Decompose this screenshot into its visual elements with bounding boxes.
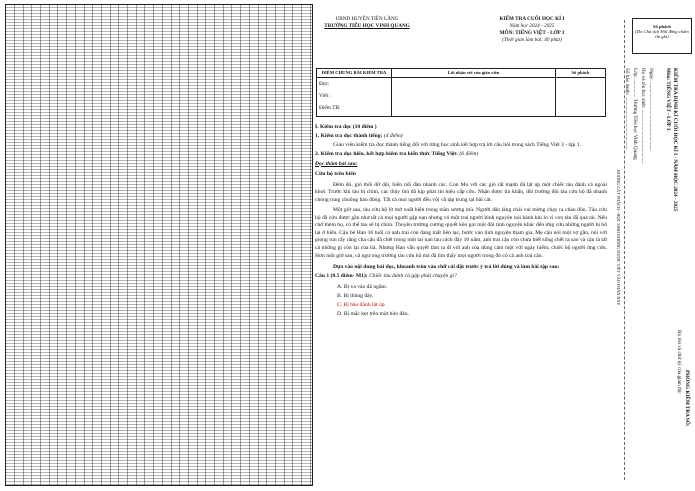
section-reading: I. Kiểm tra đọc (10 điểm ) — [315, 124, 377, 130]
side-date-field[interactable]: Ngày: ..................................................... — [648, 68, 654, 151]
answer-option-c[interactable]: C. Bị bão đánh lật úp. — [337, 302, 386, 309]
exam-header — [452, 16, 612, 44]
school-name: TRƯỜNG TIỂU HỌC VINH QUANG — [324, 23, 410, 30]
writing-score-label: Viết : — [319, 93, 331, 100]
question-1-label: Câu 1 (0.5 điểm- M1): — [315, 273, 368, 280]
side-cut-note: ĐƯỜNG CẮT PHÁCH - HỌC SINH KHÔNG ĐƯỢC VIẾT VÀO PHẦN NÀY — [616, 170, 621, 306]
side-candidate-number-field[interactable]: Số báo danh: ......................................... — [624, 68, 630, 150]
code-col-header: Số phách — [556, 69, 606, 78]
reading-score-label: Đọc: — [319, 81, 330, 88]
side-class-field[interactable]: Lớp: .............. Trường Tiểu học Vinh Quang — [632, 68, 638, 160]
exam-content — [315, 124, 607, 320]
subject: MÔN: TIẾNG VIỆT - LỚP 3 — [499, 30, 565, 37]
exam-title: KIỂM TRA CUỐI HỌC KÌ I — [499, 16, 565, 22]
code-box-title: Số phách — [652, 24, 671, 29]
answer-option-d[interactable]: D. Bị mắc kẹt trên một hòn đảo. — [337, 311, 409, 318]
question-1-text: Chiếc tàu đánh cá gặp phải chuyện gì? — [369, 273, 457, 280]
passage-title: Cứu hộ trên biển — [315, 171, 356, 178]
answer-option-a[interactable]: A. Bị va vào đá ngầm. — [337, 283, 388, 290]
part-2-points: (6 điểm) — [459, 151, 479, 158]
student-info-strip — [612, 0, 695, 491]
part-1-points: (4 điểm) — [383, 133, 403, 140]
score-col-header: ĐIỂM CHUNG BÀI KIỂM TRA — [317, 69, 392, 78]
comment-cell[interactable] — [392, 78, 556, 117]
passage-paragraph-2: Một giờ sau, tàu cứu hộ lờ mờ xuất hiện trong màn sương mù. Người dân làng chài vui mừng chạy ra chào đón. Tàu cứu hộ đã cứu được gần như tất cả mọi người gặp nạn nhưng có một trai người bình nguyện nói hành khi lo vì con tàu đã quá tải. Nếu chở thêm họ, có thể tàu sẽ bị chìm. Thuyền trưởng cương quyết kêu gọi một đội tình nguyện khác đến ứng cứu những người bị bỏ lại ở biển. Cậu bé Han 16 tuổi có anh trai còn đang mất liên lạc, bước vào tình nguyện tham gia. Mẹ cậu nói một vợ gần, nói với giọng run rẩy rằng cha cậu đã chết trong một tai nạn tàu cách đây 10 năm, anh trai cậu còn chưa biết sống chết ra sao và cậu là tất cả những gì còn lại của bà. Nhưng Han vẫn quyết tâm ra đi với anh của dũng cảm một với ngày hiểm, chiếc hộ người ứng cứu. Hơn một giờ sau, cả ngư ong trường tàu cứu hộ mà đã tìm thấy mọi người trong đó có cả anh trai cậu. — [315, 207, 607, 259]
code-cell — [556, 78, 606, 117]
side-proctor-signature: Họ tên và chữ ký của giám thị: — [676, 330, 682, 395]
answer-option-b[interactable]: B. Bị thủng đáy. — [337, 292, 374, 299]
passage-paragraph-1: Đêm đó, gió thổi dữ dội, biển nổi đàn nhanh các. Con Mo với các gió rất mạnh đã lật úp một chiếc tàu đánh cá ngoài khơi. Trước khi tàu bị chìm, các thủy thủ đã kịp phát tín hiệu cấp cứu. Nhận được tin khẩn, đội trưởng đội tàu cứu hộ đã nhanh chóng rung chuông báo động. Tất cả mọi người đều vội vã tập trung tại bãi cát. — [315, 181, 607, 203]
district-name: UBND HUYỆN TIÊN LÃNG — [335, 16, 399, 22]
school-year: Năm học 2024 - 2025 — [509, 23, 555, 30]
question-instruction: Dựa vào nội dung bài đọc, khoanh tròn vào chữ cái đặt trước ý trả lời đúng và làm bài tập sau: — [333, 264, 560, 271]
comment-col-header: Lời nhận xét của giáo viên — [392, 69, 556, 78]
duration: (Thời gian làm bài: 40 phút) — [502, 37, 562, 44]
part-1-heading: 1. Kiểm tra đọc thành tiếng: — [315, 133, 383, 140]
reading-instruction: Đọc thầm bài sau: — [315, 160, 358, 167]
side-room-number: PHÒNG KIỂM TRA SỐ: — [684, 370, 690, 427]
school-header — [312, 16, 422, 30]
side-exam-title: KIỂM TRA ĐỊNH KÌ CUỐI HỌC KÌ I - NĂM HỌC 2024 - 2025 — [672, 68, 678, 212]
part-2-heading: 2. Kiểm tra đọc hiểu, kết hợp kiểm tra kiến thức Tiếng Việt: — [315, 151, 458, 158]
exam-page — [312, 8, 612, 486]
code-box-note: (Do Chủ tịch Hội đồng chấm thi ghi) — [635, 29, 689, 39]
average-score-label: Điểm TB: — [319, 104, 341, 111]
answer-grid — [5, 4, 313, 486]
score-table — [316, 68, 606, 117]
side-subject: Môn: TIẾNG VIỆT - LỚP 3 — [665, 68, 671, 131]
part-1-instruction: Giáo viên kiểm tra đọc thành tiếng đối với từng học sinh kết hợp trả lời câu hỏi trong sách Tiếng Việt 3 - tập 1. — [333, 142, 581, 149]
side-student-name-field[interactable]: Họ và tên học sinh: .......................................... — [640, 68, 646, 165]
